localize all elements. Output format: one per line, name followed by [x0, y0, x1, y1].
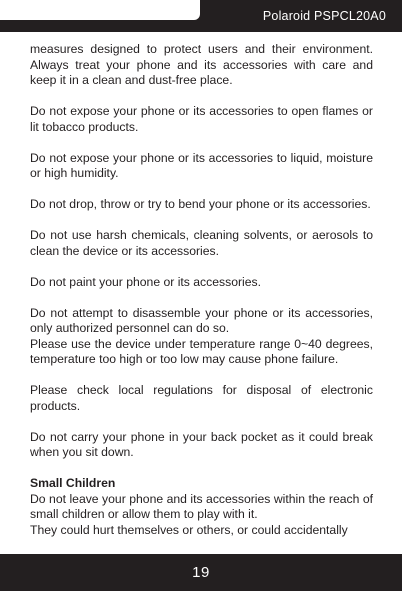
- header-tab-cutout: [0, 0, 200, 20]
- page-number: 19: [192, 564, 210, 581]
- page-content: [30, 42, 373, 538]
- paragraph-disassemble: Do not attempt to disassemble your phone or its accessories, only authorized personnel can do so.: [30, 305, 373, 335]
- paragraph-flames: Do not expose your phone or its accessories to open flames or lit tobacco products.: [30, 104, 373, 134]
- header-title: Polaroid PSPCL20A0: [262, 9, 386, 23]
- paragraph-temperature: Please use the device under temperature range 0~40 degrees, temperature too high or too low may cause phone failure.: [30, 336, 373, 366]
- paragraph-paint: Do not paint your phone or its accessories.: [30, 274, 262, 289]
- paragraph-chemicals: Do not use harsh chemicals, cleaning solvents, or aerosols to clean the device or its accessories.: [30, 228, 373, 258]
- paragraph-children-hurt: They could hurt themselves or others, or could accidentally: [30, 522, 348, 537]
- paragraph-back-pocket: Do not carry your phone in your back pocket as it could break when you sit down.: [30, 429, 373, 459]
- paragraph-drop: Do not drop, throw or try to bend your phone or its accessories.: [30, 197, 371, 211]
- page-header: [0, 0, 402, 32]
- paragraph-children-reach: Do not leave your phone and its accessories within the reach of small children or allow them to play with it.: [30, 491, 373, 521]
- page-footer: [0, 554, 402, 591]
- paragraph-care: measures designed to protect users and their environment. Always treat your phone and its accessories with care and keep it in a clean and dust-free place.: [30, 42, 373, 87]
- paragraph-liquid: Do not expose your phone or its accessories to liquid, moisture or high humidity.: [30, 150, 373, 180]
- paragraph-disposal: Please check local regulations for disposal of electronic products.: [30, 383, 373, 413]
- section-heading-small-children: Small Children: [30, 476, 116, 490]
